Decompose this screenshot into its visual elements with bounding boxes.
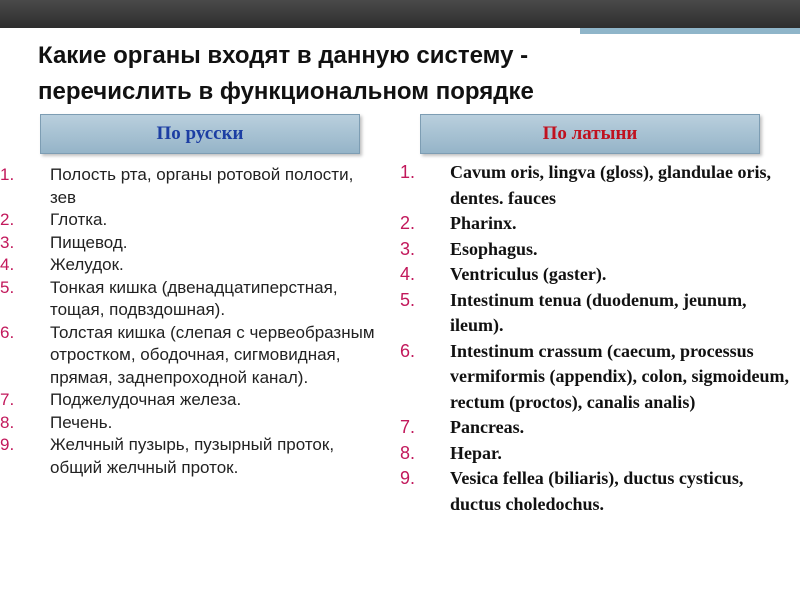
list-item	[400, 211, 795, 237]
list-item	[0, 209, 390, 232]
list-number: 7.	[0, 390, 15, 409]
list-text: Желчный пузырь, пузырный проток, общий желчный проток.	[50, 435, 335, 477]
slide-title-line-2: перечислить в функциональном порядке	[38, 78, 534, 105]
list-item	[400, 160, 795, 211]
list-text: Pharinx.	[450, 213, 517, 233]
slide-top-bar	[0, 0, 800, 28]
list-item	[400, 262, 795, 288]
list-text: Толстая кишка (слепая с червеобразным отростком, ободочная, сигмовидная, прямая, заднепроходной канал).	[50, 322, 375, 387]
list-item	[400, 237, 795, 263]
slide-top-accent	[580, 28, 800, 34]
list-number: 2.	[400, 213, 416, 233]
list-text: Полость рта, органы ротовой полости, зев	[50, 165, 354, 207]
list-item	[0, 254, 390, 277]
list-number: 8.	[400, 442, 416, 463]
list-number: 3.	[0, 232, 15, 252]
russian-organ-list	[0, 164, 390, 479]
latin-organ-list	[400, 160, 795, 517]
list-item	[400, 288, 795, 339]
list-text: Pancreas.	[450, 417, 525, 437]
list-item	[0, 164, 390, 209]
list-number: 4.	[0, 255, 15, 274]
list-item	[0, 412, 390, 435]
list-text: Печень.	[50, 412, 113, 432]
list-text: Cavum oris, lingva (gloss), glandulae oris, dentes. fauces	[450, 162, 772, 208]
list-text: Vesica fellea (biliaris), ductus cysticus, ductus choledochus.	[450, 468, 744, 514]
list-text: Hepar.	[450, 442, 502, 463]
list-item	[400, 466, 795, 517]
list-item	[0, 322, 390, 390]
list-text: Поджелудочная железа.	[50, 390, 242, 409]
list-number: 8.	[0, 412, 15, 432]
list-number: 5.	[0, 277, 15, 297]
list-number: 1.	[0, 165, 15, 184]
list-number: 6.	[400, 340, 416, 361]
list-item	[0, 277, 390, 322]
latin-header: По латыни	[420, 114, 760, 154]
list-text: Intestinum tenua (duodenum, jeunum, ileum).	[450, 289, 747, 335]
list-number: 3.	[400, 238, 416, 259]
list-text: Intestinum crassum (caecum, processus vermiformis (appendix), colon, sigmoideum, rectum (proctos), canalis analis)	[450, 340, 789, 412]
slide-title	[38, 38, 778, 110]
list-text: Пищевод.	[50, 232, 128, 252]
russian-header: По русски	[40, 114, 360, 154]
list-number: 2.	[0, 210, 15, 229]
list-text: Желудок.	[50, 255, 124, 274]
list-item	[400, 339, 795, 416]
list-text: Тонкая кишка (двенадцатиперстная, тощая, подвздошная).	[50, 277, 338, 319]
slide-title-line-1: Какие органы входят в данную систему -	[38, 42, 529, 69]
list-number: 4.	[400, 264, 416, 284]
list-item	[400, 441, 795, 467]
list-text: Esophagus.	[450, 238, 538, 259]
list-item	[400, 415, 795, 441]
list-number: 9.	[400, 468, 416, 488]
list-number: 5.	[400, 289, 416, 310]
list-item	[0, 434, 390, 479]
list-number: 6.	[0, 322, 15, 342]
list-number: 9.	[0, 435, 15, 454]
list-number: 1.	[400, 162, 416, 182]
list-item	[0, 389, 390, 412]
list-item	[0, 232, 390, 255]
list-text: Ventriculus (gaster).	[450, 264, 607, 284]
list-number: 7.	[400, 417, 416, 437]
list-text: Глотка.	[50, 210, 108, 229]
